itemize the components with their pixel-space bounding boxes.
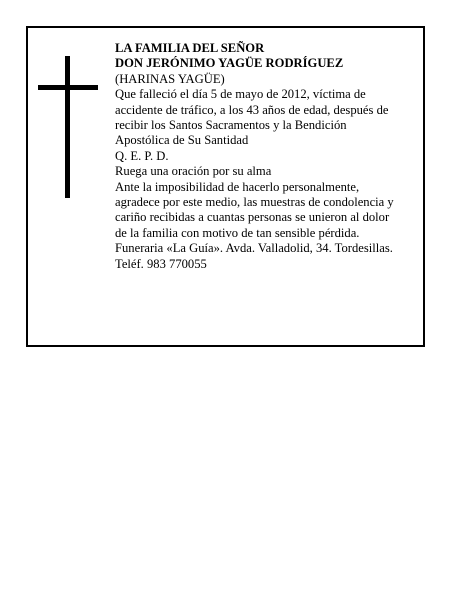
obituary-notice (26, 26, 425, 347)
rip-line: Q. E. P. D. (115, 148, 169, 163)
cross-horizontal-bar (38, 85, 98, 90)
company-name: (HARINAS YAGÜE) (115, 71, 225, 86)
body-line: cariño recibidas a cuantas personas se unieron al dolor (115, 210, 390, 225)
notice-text (115, 41, 423, 272)
body-line: Que falleció el día 5 de mayo de 2012, víctima de (115, 87, 366, 102)
body-line: Ante la imposibilidad de hacerlo personalmente, (115, 179, 360, 194)
body-line: de la familia con motivo de tan sensible pérdida. (115, 225, 360, 240)
body-line: agradece por este medio, las muestras de condolencia y (115, 195, 394, 210)
cross-vertical-bar (65, 56, 70, 198)
notice-heading-line-2: DON JERÓNIMO YAGÜE RODRÍGUEZ (115, 56, 344, 71)
notice-heading-line-1: LA FAMILIA DEL SEÑOR (115, 41, 265, 55)
body-line: Apostólica de Su Santidad (115, 133, 249, 148)
funeral-home-line: Funeraria «La Guía». Avda. Valladolid, 34. Tordesillas. (115, 241, 393, 256)
body-line: recibir los Santos Sacramentos y la Bendición (115, 118, 347, 133)
phone-line: Teléf. 983 770055 (115, 256, 207, 271)
cross-icon (38, 56, 98, 198)
body-line: accidente de tráfico, a los 43 años de edad, después de (115, 102, 389, 117)
body-line: Ruega una oración por su alma (115, 164, 272, 179)
